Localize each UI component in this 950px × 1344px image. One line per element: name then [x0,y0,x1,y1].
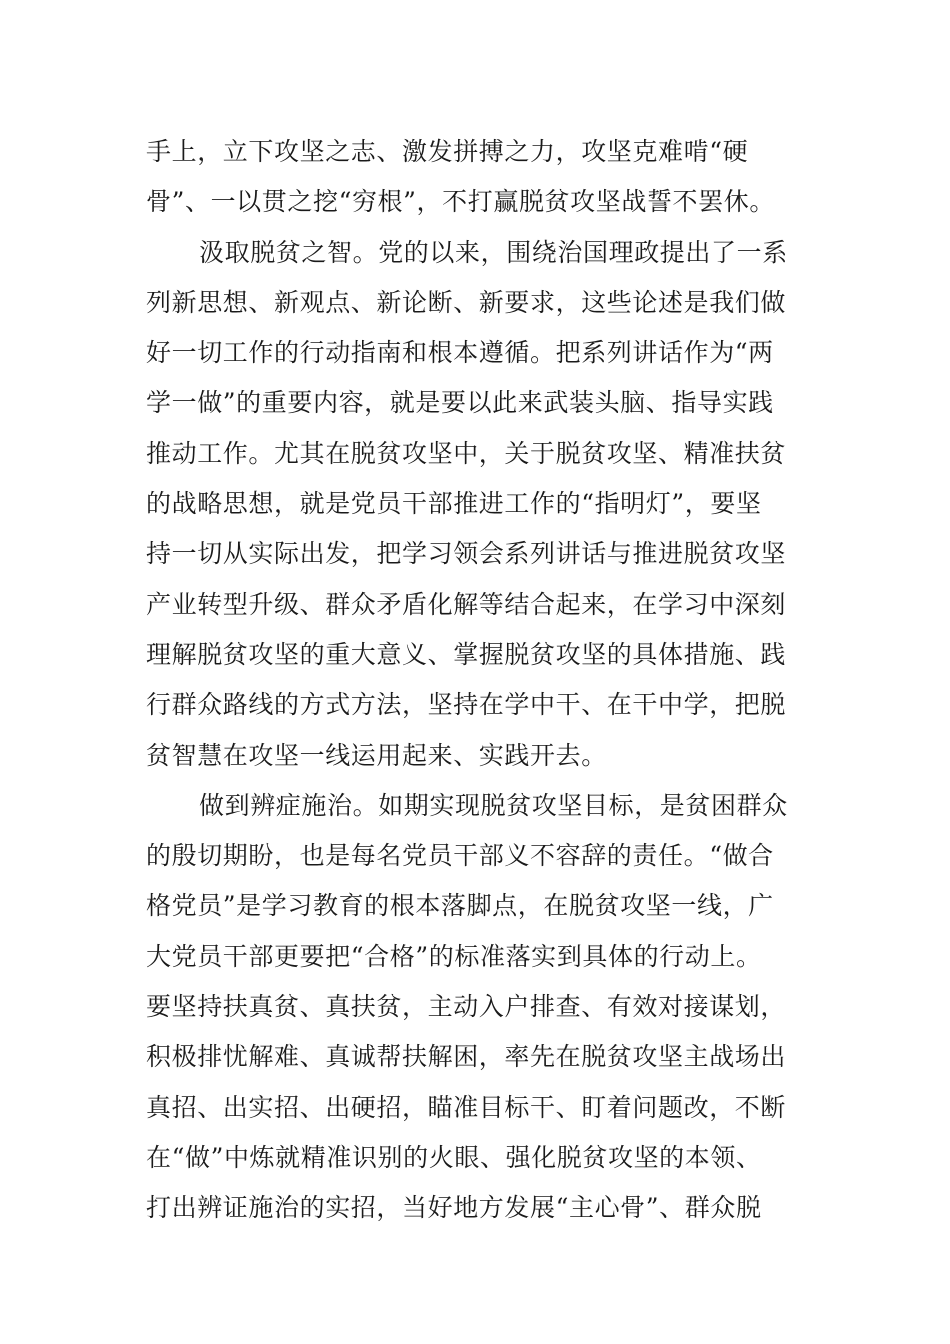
text-line-4: 列新思想、新观点、新论断、新要求，这些论述是我们做 [146,287,787,317]
text-line-20: 真招、出实招、出硬招，瞄准目标干、盯着问题改，不断 [146,1092,787,1122]
text-line-18: 要坚持扶真贫、真扶贫，主动入户排查、有效对接谋划， [146,992,787,1022]
text-line-7: 推动工作。尤其在脱贫攻坚中，关于脱贫攻坚、精准扶贫 [146,438,787,468]
text-line-16: 格党员”是学习教育的根本落脚点，在脱贫攻坚一线，广 [146,891,774,921]
text-line-10: 产业转型升级、群众矛盾化解等结合起来，在学习中深刻 [146,589,787,619]
paragraph-start-line-14: 做到辨症施治。如期实现脱贫攻坚目标，是贫困群众 [199,790,788,820]
text-line-13: 贫智慧在攻坚一线运用起来、实践开去。 [146,740,607,770]
text-line-19: 积极排忧解难、真诚帮扶解困，率先在脱贫攻坚主战场出 [146,1042,787,1072]
text-line-2: 骨”、一以贯之挖“穷根”，不打赢脱贫攻坚战誓不罢休。 [146,187,775,217]
text-line-5: 好一切工作的行动指南和根本遵循。把系列讲话作为“两 [146,338,774,368]
text-line-11: 理解脱贫攻坚的重大意义、掌握脱贫攻坚的具体措施、践 [146,639,787,669]
text-line-8: 的战略思想，就是党员干部推进工作的“指明灯”，要坚 [146,489,762,519]
text-line-17: 大党员干部更要把“合格”的标准落实到具体的行动上。 [146,941,762,971]
text-line-9: 持一切从实际出发，把学习领会系列讲话与推进脱贫攻坚 [146,539,787,569]
paragraph-start-line-3: 汲取脱贫之智。党的以来，围绕治国理政提出了一系 [199,237,788,267]
text-line-1: 手上，立下攻坚之志、激发拼搏之力，攻坚克难啃“硬 [146,137,749,166]
text-line-15: 的殷切期盼，也是每名党员干部义不容辞的责任。“做合 [146,841,774,871]
text-line-21: 在“做”中炼就精准识别的火眼、强化脱贫攻坚的本领、 [146,1142,762,1172]
body-text [146,127,806,1234]
text-line-12: 行群众路线的方式方法，坚持在学中干、在干中学，把脱 [146,690,787,720]
text-line-6: 学一做”的重要内容，就是要以此来武装头脑、指导实践 [146,388,774,418]
text-line-22: 打出辨证施治的实招，当好地方发展“主心骨”、群众脱 [146,1193,762,1223]
